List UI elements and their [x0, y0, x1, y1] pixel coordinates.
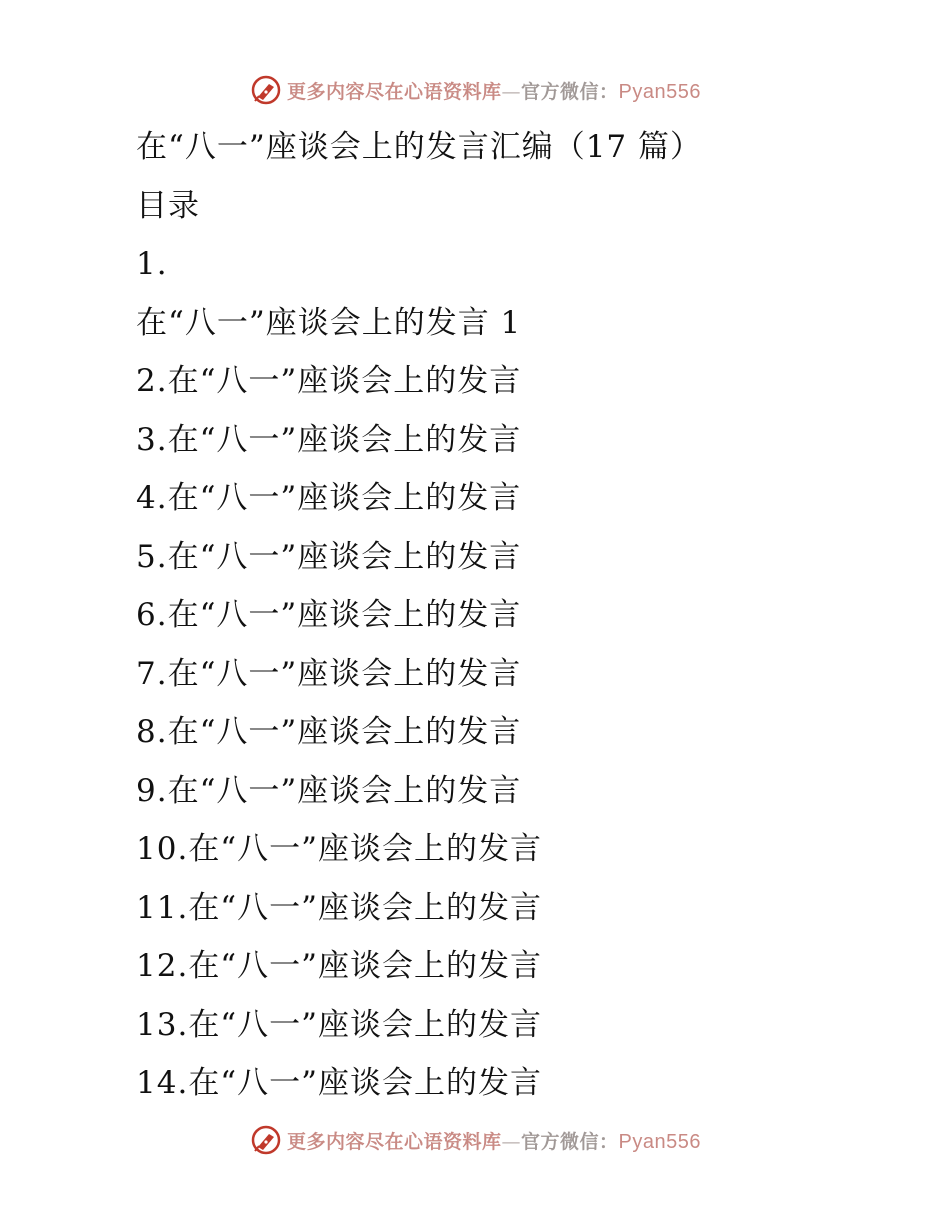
header-banner — [0, 70, 950, 110]
banner-wechat-id: Pyan556 — [618, 80, 701, 103]
banner-official-label: 官方微信： — [521, 1130, 619, 1153]
banner-wechat-id: Pyan556 — [618, 1130, 701, 1153]
toc-item-number: 3. — [136, 421, 168, 458]
toc-heading: 目录 — [136, 187, 200, 224]
banner-main-text: 更多内容尽在心语资料库 — [287, 80, 502, 103]
toc-item-text: 在“八一”座谈会上的发言 — [188, 1006, 543, 1043]
toc-item-number: 4. — [136, 480, 168, 516]
toc-item-text: 在“八一”座谈会上的发言 — [167, 363, 522, 399]
toc-item-11 — [136, 879, 916, 938]
toc-item-3 — [136, 411, 916, 470]
toc-item-text: 在“八一”座谈会上的发言 — [188, 948, 543, 984]
toc-item-number: 12. — [136, 948, 189, 984]
banner-main-text: 更多内容尽在心语资料库 — [287, 1130, 502, 1153]
banner-dash: — — [501, 1130, 522, 1153]
toc-item-number: 2. — [136, 363, 168, 399]
banner-official-label: 官方微信： — [521, 80, 619, 103]
document-title: 在“八一”座谈会上的发言汇编（17 篇） — [136, 129, 702, 165]
toc-item-text: 在“八一”座谈会上的发言 — [167, 772, 522, 809]
toc-item-2 — [136, 352, 916, 411]
header-banner-content — [249, 73, 701, 107]
footer-banner — [0, 1120, 950, 1160]
banner-dash: — — [501, 80, 522, 103]
pen-nib-logo-icon — [249, 1123, 283, 1157]
toc-item-7 — [136, 645, 916, 704]
toc-item-number: 14. — [136, 1065, 189, 1101]
footer-banner-content — [249, 1123, 701, 1157]
toc-item-number: 9. — [136, 772, 168, 809]
toc-item-text: 在“八一”座谈会上的发言 — [167, 538, 522, 575]
toc-item-text: 在“八一”座谈会上的发言 — [167, 597, 522, 633]
toc-item-5 — [136, 528, 916, 587]
toc-item-6 — [136, 586, 916, 645]
toc-item-10 — [136, 820, 916, 879]
toc-item-8 — [136, 703, 916, 762]
toc-item-number: 13. — [136, 1006, 189, 1043]
pen-nib-logo-icon — [249, 73, 283, 107]
toc-item-text: 在“八一”座谈会上的发言 — [188, 831, 543, 867]
toc-item-14 — [136, 1054, 916, 1113]
toc-item-1-text: 在“八一”座谈会上的发言 1 — [136, 304, 522, 341]
toc-item-number: 10. — [136, 831, 189, 867]
toc-item-number: 7. — [136, 655, 168, 692]
toc-item-1-number: 1. — [136, 246, 168, 282]
document-body — [136, 118, 916, 1113]
toc-item-13 — [136, 996, 916, 1055]
toc-item-text: 在“八一”座谈会上的发言 — [167, 480, 522, 516]
toc-item-9 — [136, 762, 916, 821]
banner-text — [287, 77, 701, 104]
toc-item-number: 5. — [136, 538, 168, 575]
toc-item-number: 6. — [136, 597, 168, 633]
toc-item-text: 在“八一”座谈会上的发言 — [167, 655, 522, 692]
toc-item-12 — [136, 937, 916, 996]
toc-item-text: 在“八一”座谈会上的发言 — [167, 421, 522, 458]
banner-text — [287, 1127, 701, 1154]
toc-item-number: 11. — [136, 889, 189, 926]
toc-item-text: 在“八一”座谈会上的发言 — [167, 714, 522, 750]
toc-item-text: 在“八一”座谈会上的发言 — [188, 889, 543, 926]
toc-item-4 — [136, 469, 916, 528]
toc-item-text: 在“八一”座谈会上的发言 — [188, 1065, 543, 1101]
toc-item-number: 8. — [136, 714, 168, 750]
